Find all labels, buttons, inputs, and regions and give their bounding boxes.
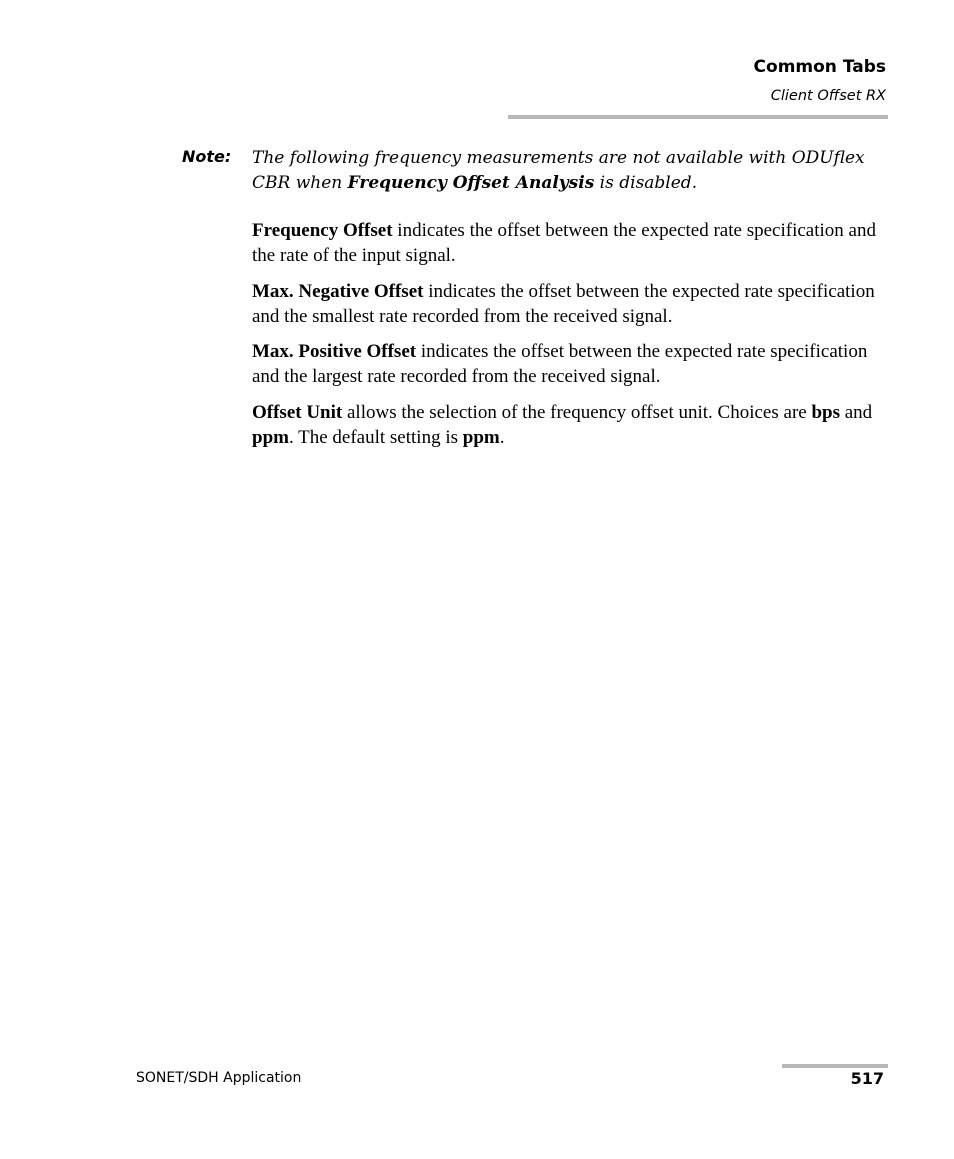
paragraph-text: indicates the offset between the expected rate specification and the smallest rate recorded from the received signal. [252, 281, 875, 327]
paragraph-text: indicates the offset between the expected rate specification and the largest rate recorded from the received signal. [252, 341, 868, 387]
choice-bps: bps [811, 402, 840, 423]
choice-ppm: ppm [252, 427, 289, 448]
page-number: 517 [850, 1069, 884, 1088]
paragraph-text: allows the selection of the frequency offset unit. Choices are [342, 402, 812, 423]
term-max-positive-offset: Max. Positive Offset [252, 341, 417, 362]
paragraph-frequency-offset [252, 218, 882, 268]
paragraph-text: . The default setting is [288, 427, 463, 448]
footer-document-title: SONET/SDH Application [136, 1070, 302, 1086]
term-max-negative-offset: Max. Negative Offset [252, 281, 424, 302]
paragraph-max-negative-offset [252, 279, 882, 329]
note-bold-term: Frequency Offset Analysis [347, 173, 595, 193]
paragraph-text: . [499, 427, 505, 448]
header-divider [508, 115, 888, 119]
term-frequency-offset: Frequency Offset [252, 220, 393, 241]
footer-divider [782, 1064, 888, 1068]
paragraph-max-positive-offset [252, 339, 882, 389]
paragraph-text: indicates the offset between the expected rate specification and the rate of the input signal. [252, 220, 876, 266]
note-label: Note: [182, 147, 232, 166]
page-header-subtitle: Client Offset RX [770, 88, 886, 104]
paragraph-offset-unit [252, 400, 882, 450]
note-text-after: is disabled. [594, 173, 698, 193]
term-offset-unit: Offset Unit [252, 402, 343, 423]
note-text [252, 146, 882, 196]
note-text-before: The following frequency measurements are not available with ODUflex CBR when [252, 148, 865, 193]
default-setting: ppm [462, 427, 500, 448]
page-header-title: Common Tabs [753, 57, 886, 77]
paragraph-text: and [840, 402, 873, 423]
